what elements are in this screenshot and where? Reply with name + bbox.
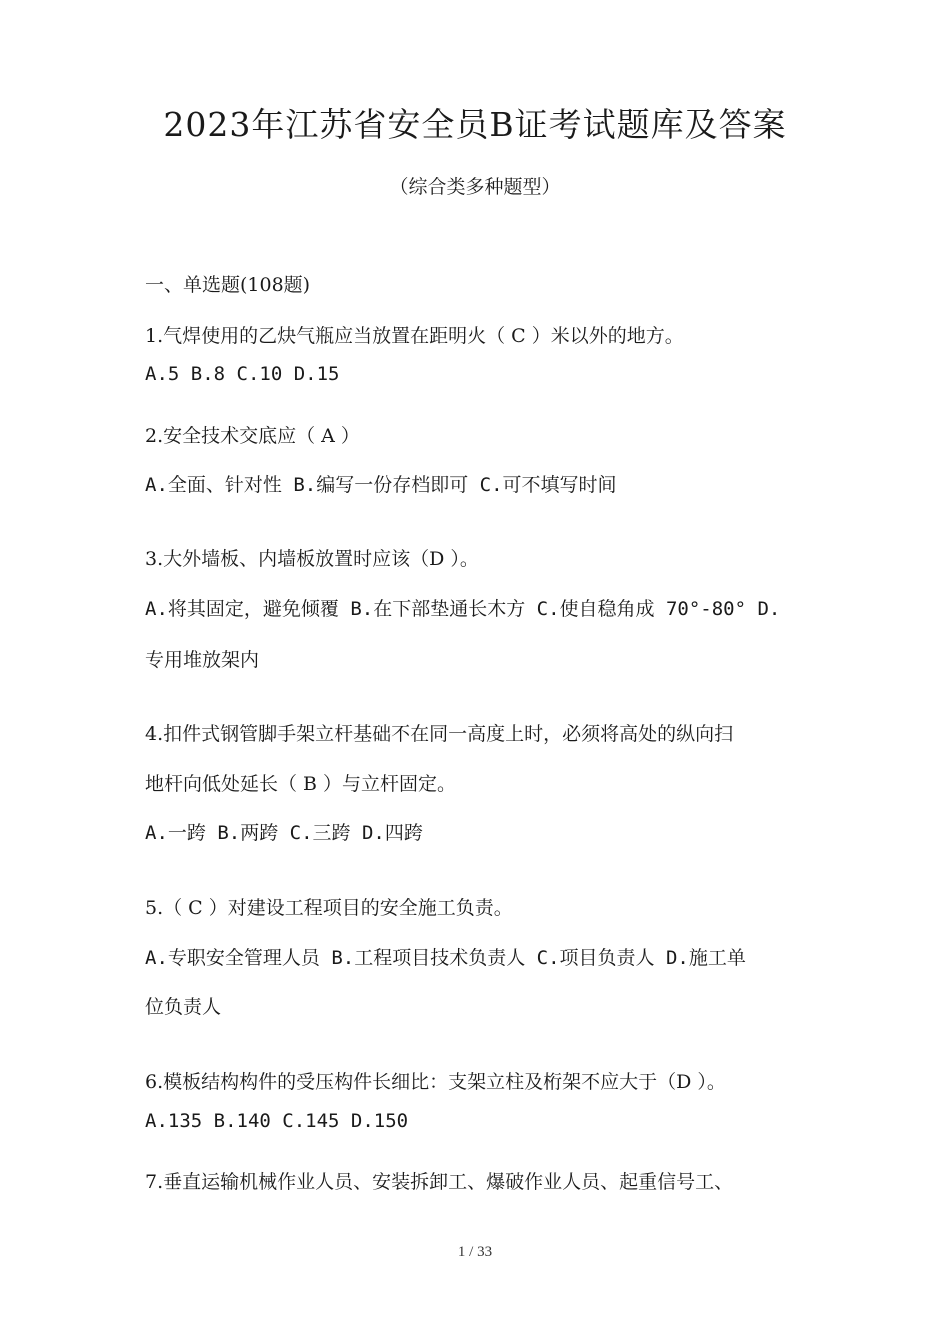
document-subtitle: （综合类多种题型）	[389, 176, 561, 198]
question-4-options: A.一跨 B.两跨 C.三跨 D.四跨	[145, 822, 423, 844]
question-2: 2.安全技术交底应（ A ）	[145, 425, 360, 447]
question-1-options: A.5 B.8 C.10 D.15	[145, 363, 340, 385]
page-number: 1 / 33	[457, 1244, 493, 1260]
question-5: 5.（ C ）对建设工程项目的安全施工负责。	[145, 897, 513, 919]
question-1: 1.气焊使用的乙炔气瓶应当放置在距明火（ C ）米以外的地方。	[145, 325, 684, 347]
question-3: 3.大外墙板、内墙板放置时应该（D ）。	[145, 548, 479, 570]
question-3-options: A.将其固定，避免倾覆 B.在下部垫通长木方 C.使自稳角成 70°-80° D.	[145, 598, 781, 620]
question-2-options: A.全面、针对性 B.编写一份存档即可 C.可不填写时间	[145, 474, 617, 496]
question-4: 4.扣件式钢管脚手架立杆基础不在同一高度上时，必须将高处的纵向扫	[145, 723, 734, 745]
question-5-options: A.专职安全管理人员 B.工程项目技术负责人 C.项目负责人 D.施工单	[145, 947, 746, 969]
document-title: 2023年江苏省安全员B证考试题库及答案	[163, 105, 787, 144]
section-heading: 一、单选题(108题)	[145, 274, 311, 296]
question-6: 6.模板结构构件的受压构件长细比：支架立柱及桁架不应大于（D ）。	[145, 1071, 726, 1093]
question-3-options-cont: 专用堆放架内	[145, 649, 260, 671]
question-5-options-cont: 位负责人	[145, 996, 222, 1018]
question-6-options: A.135 B.140 C.145 D.150	[145, 1110, 409, 1132]
question-7: 7.垂直运输机械作业人员、安装拆卸工、爆破作业人员、起重信号工、	[145, 1171, 734, 1193]
question-4-cont: 地杆向低处延长（ B ）与立杆固定。	[145, 773, 457, 795]
